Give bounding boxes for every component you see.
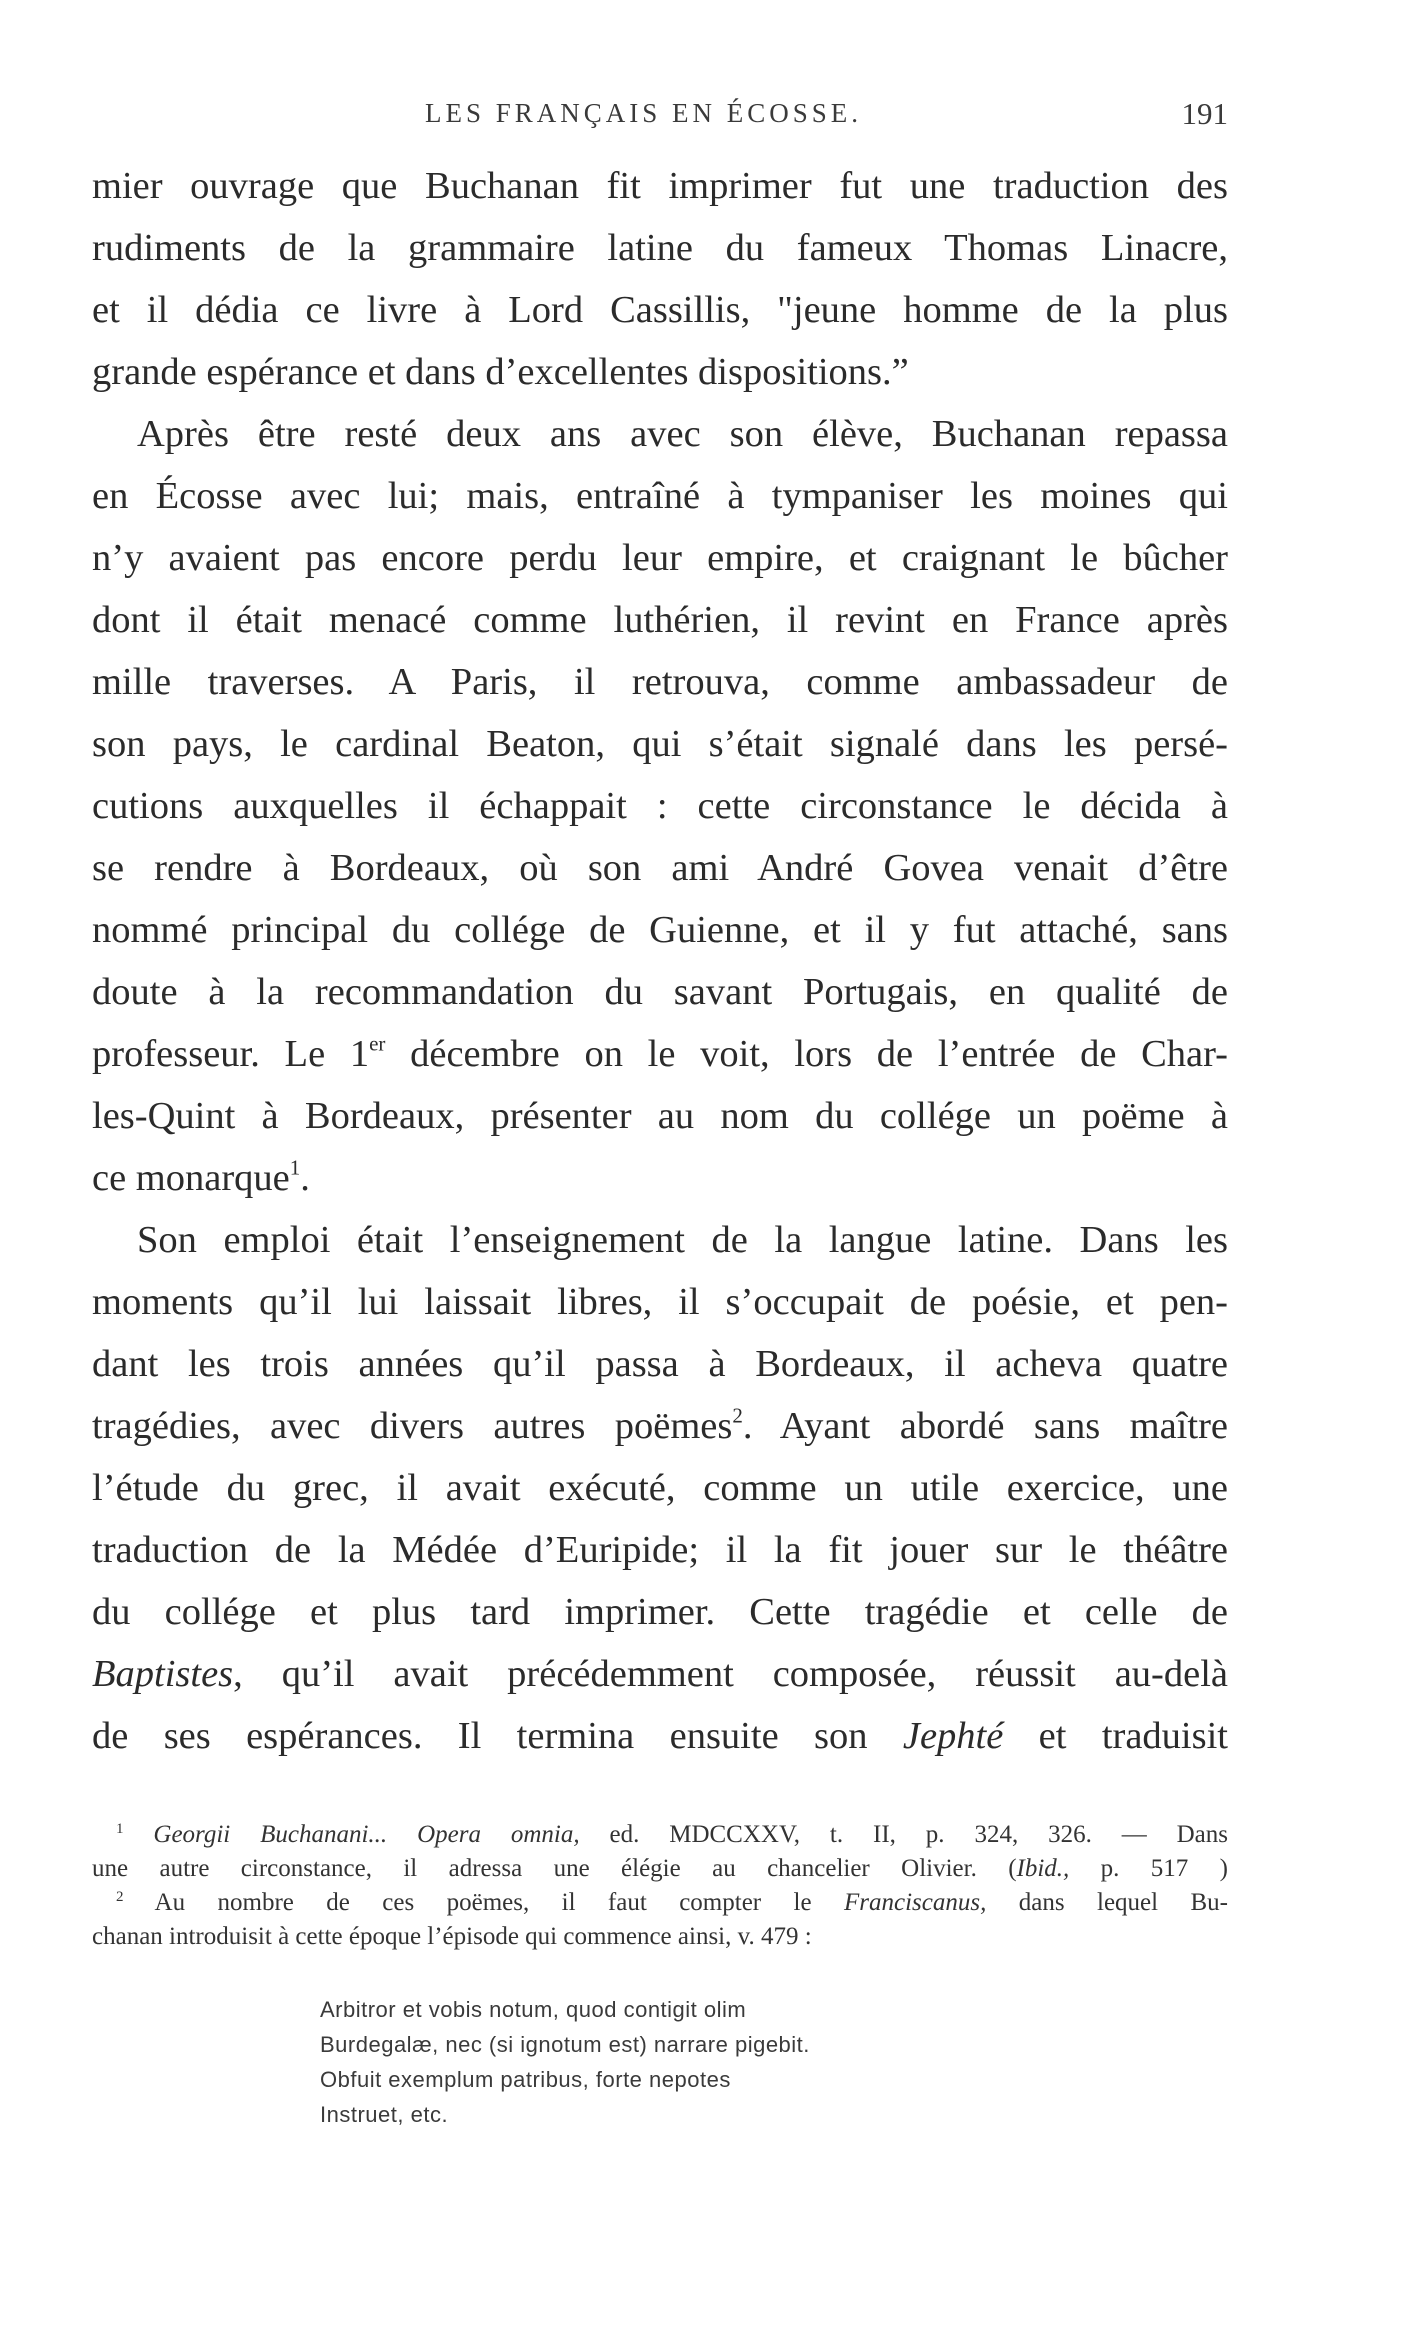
footnote-line: chanan introduisit à cette époque l’épisode qui commence ainsi, v. 479 : (92, 1923, 812, 1950)
footnotes (92, 1818, 1228, 1954)
text-line: grande espérance et dans d’excellentes dispositions.” (92, 351, 909, 393)
text-line: cutions auxquelles il échappait : cette circonstance le décida à (92, 785, 1228, 827)
page-number: 191 (1181, 96, 1228, 131)
text-segment: une autre circonstance, il adressa une élégie au chancelier Olivier. ( (92, 1855, 1017, 1882)
text-segment: , qu’il avait précédemment composée, réussit au-delà (233, 1653, 1228, 1695)
text-line (92, 1147, 1228, 1209)
text-line: mille traverses. A Paris, il retrouva, comme ambassadeur de (92, 661, 1228, 703)
italic-title: Georgii Buchanani... Opera omnia, (153, 1821, 580, 1848)
text-line (92, 1395, 1228, 1457)
text-segment: tragédies, avec divers autres poëmes (92, 1405, 733, 1447)
text-segment: décembre on le voit, lors de l’entrée de Char- (385, 1033, 1228, 1075)
verse-line: Obfuit exemplum patribus, forte nepotes (320, 2067, 731, 2092)
footnote-line (92, 1852, 1228, 1886)
text-line: se rendre à Bordeaux, où son ami André Govea venait d’être (92, 847, 1228, 889)
text-line: les-Quint à Bordeaux, présenter au nom du collége un poëme à (92, 1095, 1228, 1137)
paragraph-start-line: Après être resté deux ans avec son élève, Buchanan repassa (137, 413, 1228, 455)
text-segment: ce monarque (92, 1157, 290, 1199)
footnote-reference: 1 (289, 1155, 301, 1180)
paragraph-start-line: Son emploi était l’enseignement de la langue latine. Dans les (137, 1219, 1228, 1261)
text-line: moments qu’il lui laissait libres, il s’occupait de poésie, et pen- (92, 1281, 1228, 1323)
text-segment: et traduisit (1003, 1715, 1228, 1757)
text-segment: . Ayant abordé sans maître (742, 1405, 1228, 1447)
verse-line: Instruet, etc. (320, 2102, 449, 2127)
italic-title: Jephté (902, 1715, 1004, 1757)
text-segment: . (300, 1157, 310, 1199)
verse-quotation (320, 1992, 1020, 2132)
text-line: et il dédia ce livre à Lord Cassillis, "jeune homme de la plus (92, 289, 1228, 331)
italic-title: Ibid., (1016, 1855, 1070, 1882)
footnote-marker: 1 (116, 1821, 124, 1837)
superscript-ordinal: er (369, 1031, 386, 1056)
footnote-reference: 2 (732, 1403, 743, 1428)
text-line: mier ouvrage que Buchanan fit imprimer fut une traduction des (92, 165, 1228, 207)
verse-line: Burdegalæ, nec (si ignotum est) narrare pigebit. (320, 2032, 810, 2057)
footnote-marker: 2 (116, 1889, 124, 1905)
text-line: son pays, le cardinal Beaton, qui s’était signalé dans les persé- (92, 723, 1228, 765)
text-line: l’étude du grec, il avait exécuté, comme un utile exercice, une (92, 1467, 1228, 1509)
text-segment: p. 517 ) (1069, 1855, 1229, 1882)
text-line: nommé principal du collége de Guienne, et il y fut attaché, sans (92, 909, 1228, 951)
text-line: traduction de la Médée d’Euripide; il la fit jouer sur le théâtre (92, 1529, 1228, 1571)
verse-line: Arbitror et vobis notum, quod contigit olim (320, 1997, 747, 2022)
text-segment: dans lequel Bu- (986, 1889, 1228, 1916)
text-segment: ed. MDCCXXV, t. II, p. 324, 326. — Dans (579, 1821, 1228, 1848)
text-line: en Écosse avec lui; mais, entraîné à tympaniser les moines qui (92, 475, 1228, 517)
italic-title: Baptistes (92, 1653, 234, 1695)
text-line (92, 1643, 1228, 1705)
text-line (92, 1705, 1228, 1767)
text-line: dont il était menacé comme luthérien, il revint en France après (92, 599, 1228, 641)
text-line: rudiments de la grammaire latine du fameux Thomas Linacre, (92, 227, 1228, 269)
text-line: du collége et plus tard imprimer. Cette tragédie et celle de (92, 1591, 1228, 1633)
text-segment: Au nombre de ces poëmes, il faut compter le (123, 1889, 844, 1916)
text-segment: professeur. Le 1 (92, 1033, 370, 1075)
text-line (92, 1023, 1228, 1085)
text-segment: de ses espérances. Il termina ensuite son (92, 1715, 903, 1757)
text-line: n’y avaient pas encore perdu leur empire, et craignant le bûcher (92, 537, 1228, 579)
running-title: LES FRANÇAIS EN ÉCOSSE. (425, 98, 863, 128)
footnote-1 (92, 1818, 1228, 1852)
text-line: doute à la recommandation du savant Portugais, en qualité de (92, 971, 1228, 1013)
body-text (92, 155, 1228, 1767)
footnote-2 (92, 1886, 1228, 1920)
text-line: dant les trois années qu’il passa à Bordeaux, il acheva quatre (92, 1343, 1228, 1385)
italic-title: Franciscanus, (844, 1889, 987, 1916)
running-head (92, 96, 1228, 136)
